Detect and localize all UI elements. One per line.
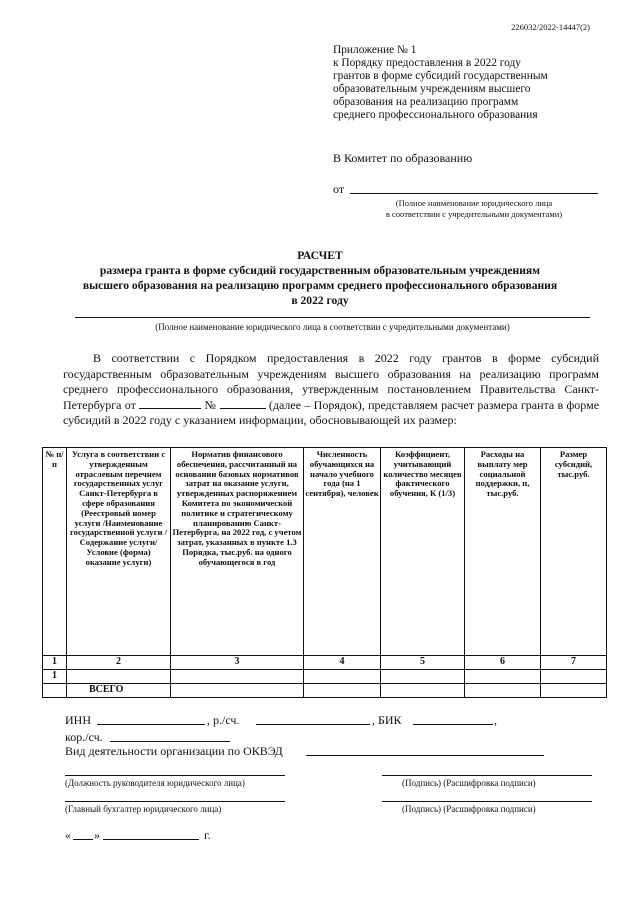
table-header-cell: Размер субсидий, тыс.руб. (541, 448, 607, 656)
inn-label: ИНН (65, 713, 91, 727)
table-cell: 5 (381, 656, 465, 670)
document-subtitle-line: размера гранта в форме субсидий государственным образовательным учреждениям (99, 264, 541, 277)
bik-label: , БИК (372, 713, 402, 727)
table-cell: 4 (304, 656, 381, 670)
table-cell[interactable] (541, 684, 607, 698)
table-header-cell: № п/п (43, 448, 67, 656)
decree-number-field[interactable] (220, 399, 266, 409)
appendix-line: среднего профессионального образования (333, 109, 538, 121)
appendix-line: образовательным учреждениям высшего (333, 83, 531, 95)
accountant-sign-caption: (Подпись) (Расшифровка подписи) (402, 804, 536, 814)
table-cell[interactable] (465, 670, 541, 684)
inn-field[interactable] (97, 724, 205, 725)
okved-label: Вид деятельности организации по ОКВЭД (65, 744, 283, 758)
document-title: РАСЧЕТ (297, 249, 343, 262)
table-number-row (43, 656, 607, 670)
date-year-suffix: г. (204, 828, 211, 842)
table-cell[interactable] (541, 670, 607, 684)
table-header-cell: Численность обучающихся на начало учебного года (на 1 сентября), человек (304, 448, 381, 656)
date-day-field[interactable] (73, 839, 93, 840)
head-signature-field[interactable] (382, 775, 592, 776)
table-cell[interactable] (465, 684, 541, 698)
appendix-line: образования на реализацию программ (333, 96, 519, 108)
appendix-line: Приложение № 1 (333, 44, 417, 56)
document-code: 226032/2022-14447(2) (511, 22, 590, 32)
table-cell: 6 (465, 656, 541, 670)
table-header-row (43, 448, 607, 656)
bik-field[interactable] (413, 724, 493, 725)
document-subtitle-line: высшего образования на реализацию программ среднего профессионального образования (82, 279, 558, 292)
table-header-cell: Коэффициент, учитывающий количество месяцев фактического обучения, К (1/3) (381, 448, 465, 656)
addressee-from-label: от (333, 182, 345, 196)
appendix-block (333, 44, 548, 122)
intro-paragraph: В соответствии с Порядком предоставления в 2022 году грантов в форме субсидий государственным образовательным учреждениям высшего образования на реализацию программ среднего профессионального образования, утвержденным постановлением Правительства Санкт-Петербурга от № (далее – Порядок), представляем расчет размера гранта в форме субсидий в 2022 году с указанием информации, обосновывающей их размер: (63, 351, 600, 428)
addressee-to: В Комитет по образованию (333, 151, 473, 165)
rs-label: , р./сч. (207, 713, 240, 727)
date-close-quote: » (94, 828, 100, 842)
accountant-signature-field[interactable] (382, 801, 592, 802)
table-cell[interactable] (304, 684, 381, 698)
table-cell[interactable] (171, 670, 304, 684)
appendix-line: грантов в форме субсидий государственным (333, 70, 548, 82)
accountant-caption: (Главный бухгалтер юридического лица) (65, 804, 222, 814)
table-cell: 7 (541, 656, 607, 670)
calculation-table (42, 447, 607, 698)
table-cell: 1 (43, 670, 67, 684)
addressee-from-field[interactable] (350, 193, 598, 194)
table-cell[interactable] (381, 670, 465, 684)
org-name-caption: (Полное наименование юридического лица в соответствии с учредительными документами) (155, 322, 510, 332)
ks-field[interactable] (110, 741, 230, 742)
table-cell[interactable] (67, 670, 171, 684)
head-position-field[interactable] (65, 775, 285, 776)
table-header-cell: Услуга в соответствии с утвержденным отраслевым перечнем государственных услуг Санкт-Петербурга в сфере образования (Реестровый номер услуги /Наименование государственной услуги /Содержание услуги/Условие (форма) оказание услуги) (67, 448, 171, 656)
okved-field[interactable] (306, 755, 544, 756)
document-subtitle-line: в 2022 году (291, 294, 349, 307)
table-cell (43, 684, 67, 698)
table-cell[interactable] (381, 684, 465, 698)
table-header-cell: Расходы на выплату мер социальной поддержки, п, тыс.руб. (465, 448, 541, 656)
date-month-year-field[interactable] (103, 839, 199, 840)
date-open-quote: « (65, 828, 71, 842)
ks-label: кор./сч. (65, 730, 103, 744)
total-label: ВСЕГО (67, 684, 171, 698)
table-cell[interactable] (304, 670, 381, 684)
table-cell: 3 (171, 656, 304, 670)
accountant-field[interactable] (65, 801, 285, 802)
addressee-from-caption: (Полное наименование юридического лица в соответствии с учредительными документами) (385, 198, 563, 219)
table-cell[interactable] (171, 684, 304, 698)
head-sign-caption: (Подпись) (Расшифровка подписи) (402, 778, 536, 788)
decree-date-field[interactable] (139, 399, 201, 409)
table-cell: 1 (43, 656, 67, 670)
table-row (43, 670, 607, 684)
table-total-row (43, 684, 607, 698)
appendix-line: к Порядку предоставления в 2022 году (333, 57, 521, 69)
table-header-cell: Норматив финансового обеспечения, рассчитанный на основании базовых нормативов затрат на оказание услуги, утвержденных распоряжением Комитета по экономической политике и стратегическому планированию Санкт-Петербурга, на 2022 год, с учетом затрат, указанных в пункте 1.3 Порядка, тыс.руб. на одного обучающегося в год (171, 448, 304, 656)
rs-field[interactable] (256, 724, 370, 725)
table-cell: 2 (67, 656, 171, 670)
head-caption: (Должность руководителя юридического лица) (65, 778, 245, 788)
org-name-field[interactable] (75, 317, 590, 318)
